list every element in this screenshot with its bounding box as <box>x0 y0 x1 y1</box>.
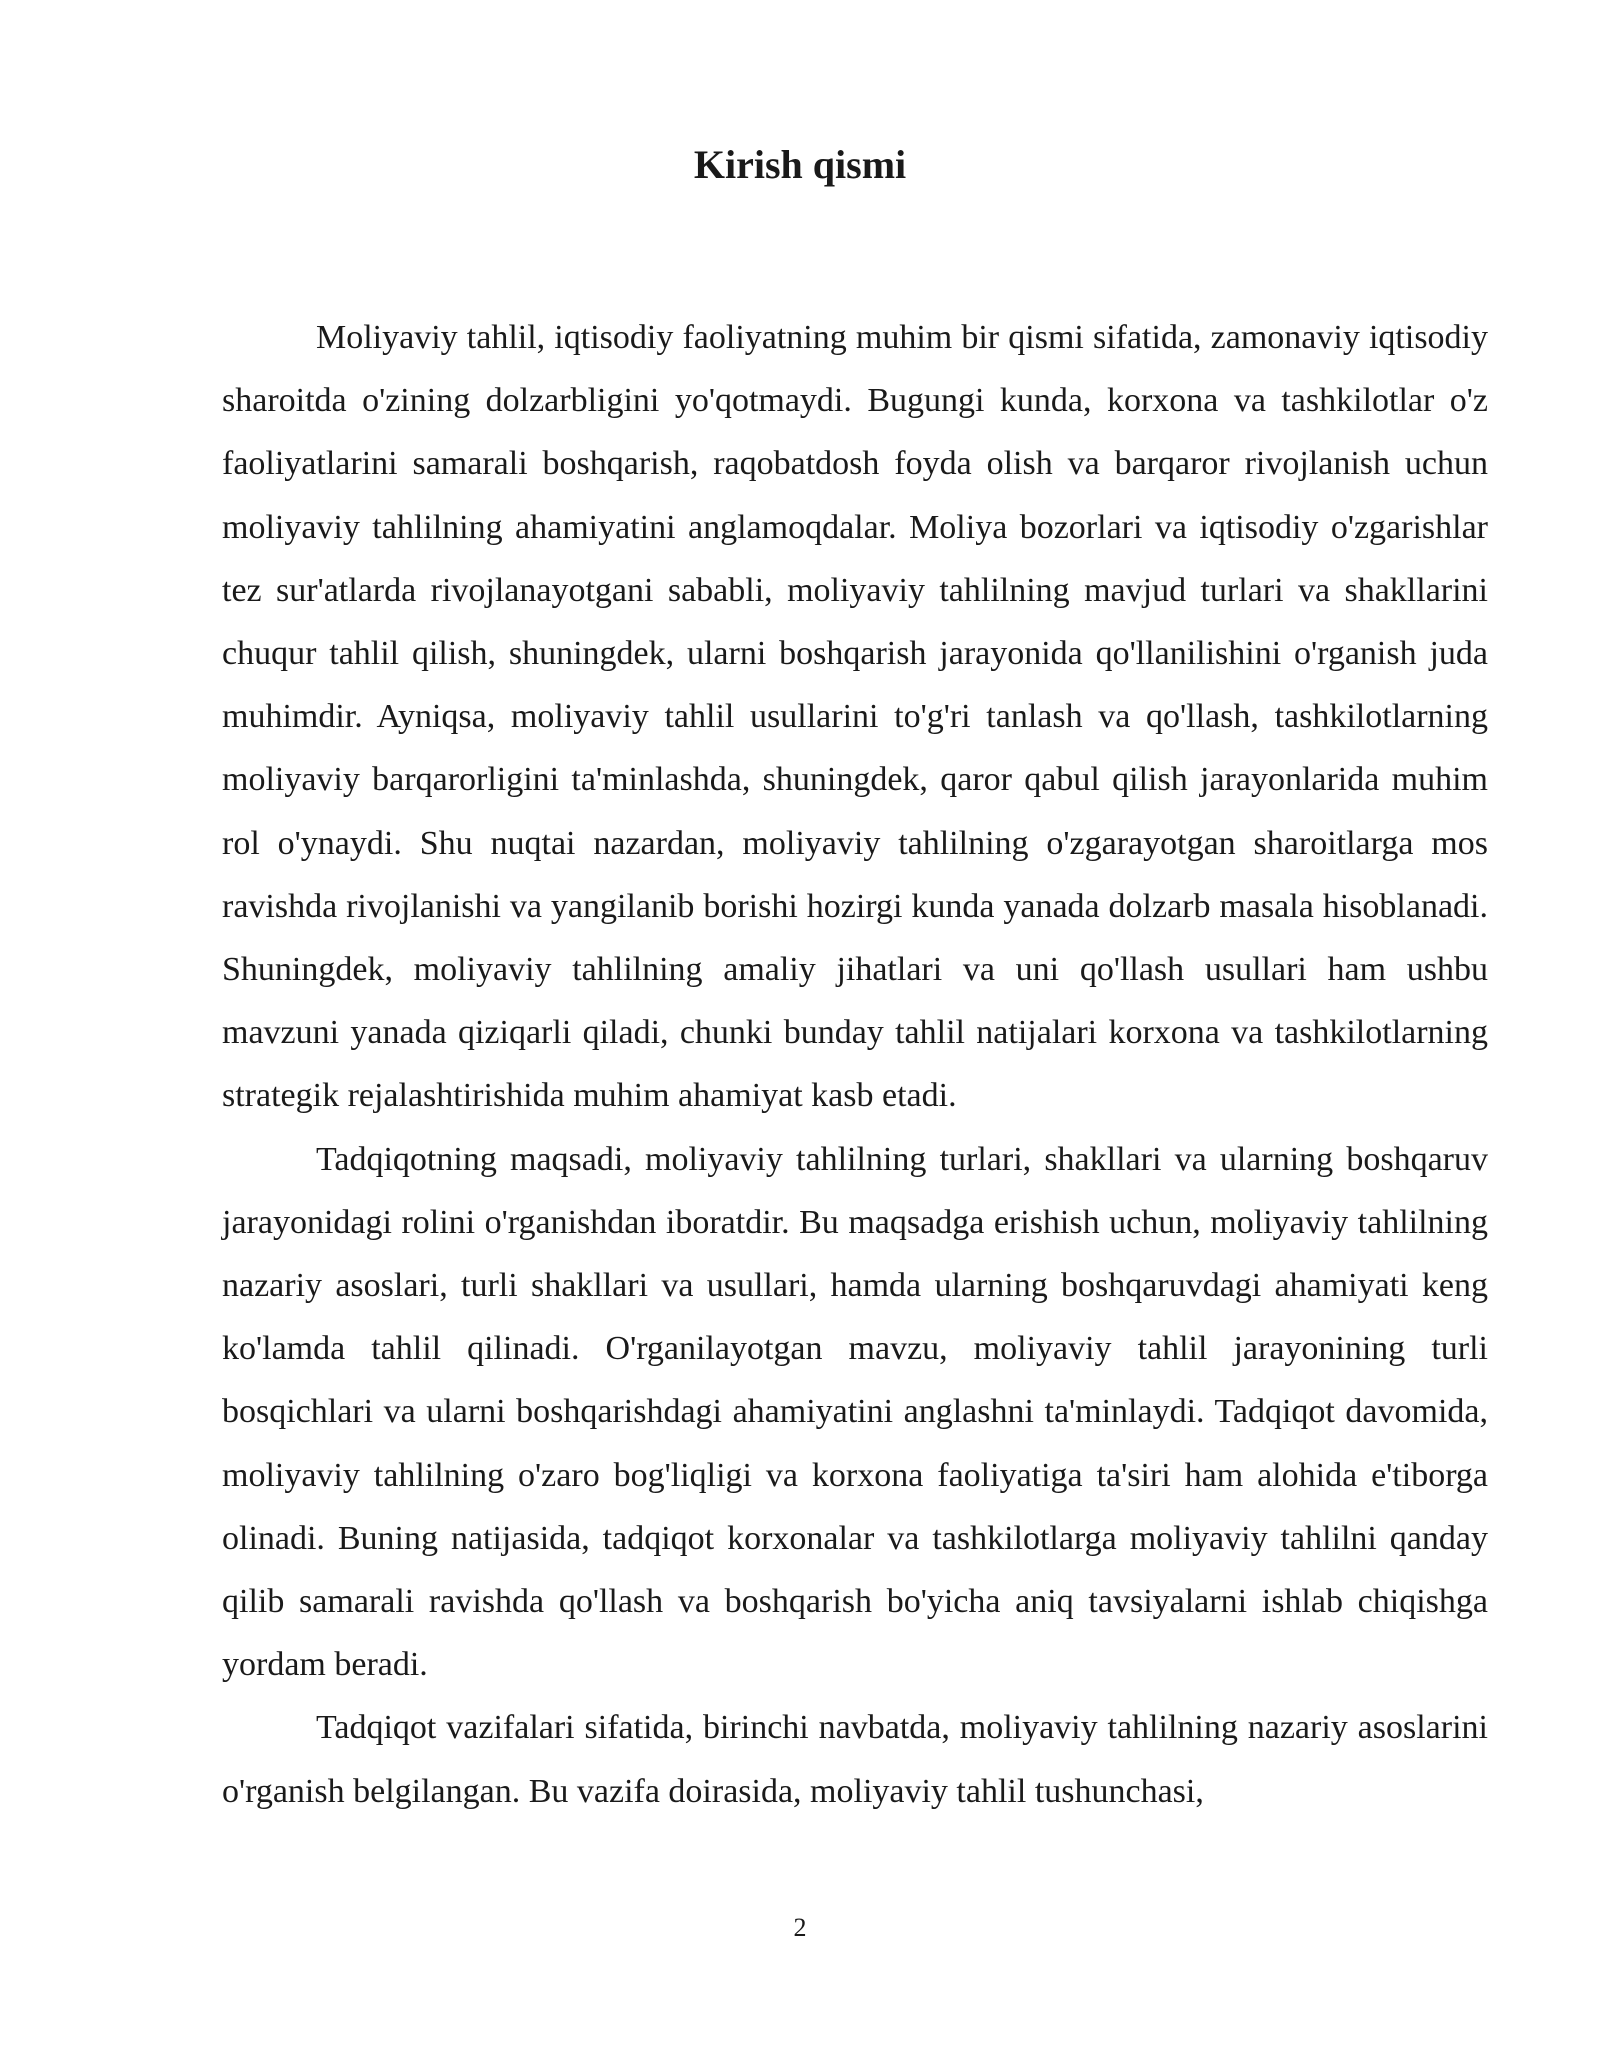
paragraph-1: Moliyaviy tahlil, iqtisodiy faoliyatning muhim bir qismi sifatida, zamonaviy iqtisodiy sharoitda o'zining dolzarbligini yo'qotmaydi. Bugungi kunda, korxona va tashkilotlar o'z faoliyatlarini samarali boshqarish, raqobatdosh foyda olish va barqaror rivojlanish uchun moliyaviy tahlilning ahamiyatini anglamoqdalar. Moliya bozorlari va iqtisodiy o'zgarishlar tez sur'atlarda rivojlanayotgani sababli, moliyaviy tahlilning mavjud turlari va shakllarini chuqur tahlil qilish, shuningdek, ularni boshqarish jarayonida qo'llanilishini o'rganish juda muhimdir. Ayniqsa, moliyaviy tahlil usullarini to'g'ri tanlash va qo'llash, tashkilotlarning moliyaviy barqarorligini ta'minlashda, shuningdek, qaror qabul qilish jarayonlarida muhim rol o'ynaydi. Shu nuqtai nazardan, moliyaviy tahlilning o'zgarayotgan sharoitlarga mos ravishda rivojlanishi va yangilanib borishi hozirgi kunda yanada dolzarb masala hisoblanadi. Shuningdek, moliyaviy tahlilning amaliy jihatlari va uni qo'llash usullari ham ushbu mavzuni yanada qiziqarli qiladi, chunki bunday tahlil natijalari korxona va tashkilotlarning strategik rejalashtirishida muhim ahamiyat kasb etadi. <box>222 319 1488 1115</box>
paragraph-2: Tadqiqotning maqsadi, moliyaviy tahlilning turlari, shakllari va ularning boshqaruv jarayonidagi rolini o'rganishdan iboratdir. Bu maqsadga erishish uchun, moliyaviy tahlilning nazariy asoslari, turli shakllari va usullari, hamda ularning boshqaruvdagi ahamiyati keng ko'lamda tahlil qilinadi. O'rganilayotgan mavzu, moliyaviy tahlil jarayonining turli bosqichlari va ularni boshqarishdagi ahamiyatini anglashni ta'minlaydi. Tadqiqot davomida, moliyaviy tahlilning o'zaro bog'liqligi va korxona faoliyatiga ta'siri ham alohida e'tiborga olinadi. Buning natijasida, tadqiqot korxonalar va tashkilotlarga moliyaviy tahlilni qanday qilib samarali ravishda qo'llash va boshqarish bo'yicha aniq tavsiyalarni ishlab chiqishga yordam beradi. <box>222 1140 1488 1684</box>
section-title: Kirish qismi <box>693 142 907 187</box>
body-text <box>222 306 1488 1823</box>
page-number: 2 <box>793 1913 807 1942</box>
paragraph-3: Tadqiqot vazifalari sifatida, birinchi navbatda, moliyaviy tahlilning nazariy asoslarini o'rganish belgilangan. Bu vazifa doirasida, moliyaviy tahlil tushunchasi, <box>222 1709 1488 1810</box>
